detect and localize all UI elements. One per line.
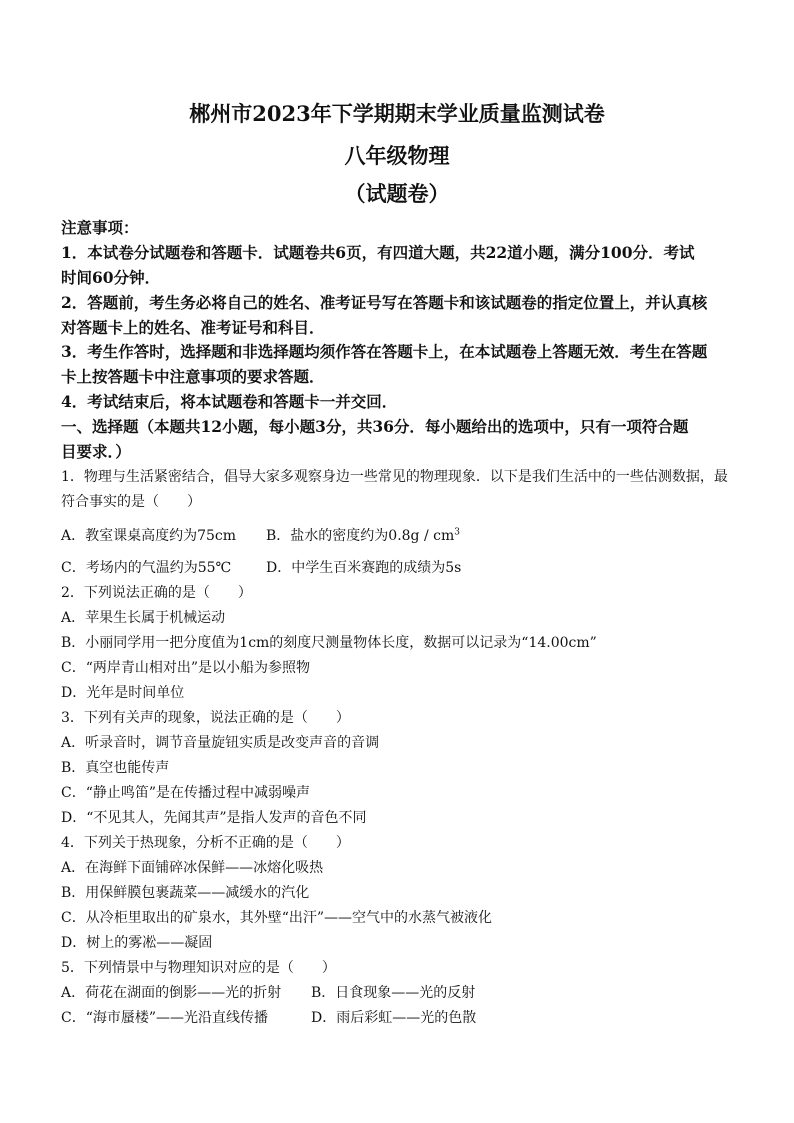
q5-option-c: C．“海市蜃楼”——光沿直线传播: [61, 1010, 269, 1026]
q1-stem-line-2: 符合事实的是（ ）: [61, 494, 201, 510]
q3-stem: 3．下列有关声的现象，说法正确的是（ ）: [61, 710, 350, 726]
q1-option-a: A．教室课桌高度约为75cm: [61, 528, 237, 544]
q1-option-d: D．中学生百米赛跑的成绩为5s: [266, 560, 462, 576]
paper-type: （试题卷）: [344, 181, 450, 206]
notice-item-4: 4．考试结束后，将本试题卷和答题卡一并交回．: [61, 392, 398, 411]
q3-option-c: C．“静止鸣笛”是在传播过程中减弱噪声: [61, 785, 311, 801]
q4-option-b: B．用保鲜膜包裹蔬菜——减缓水的汽化: [61, 885, 310, 901]
notice-item-3-line-1: 3．考生作答时，选择题和非选择题均须作答在答题卡上，在本试题卷上答题无效．考生在答题: [61, 342, 708, 361]
q2-option-a: A．苹果生长属于机械运动: [61, 610, 226, 626]
notice-item-2-line-1: 2．答题前，考生务必将自己的姓名、准考证号写在答题卡和该试题卷的指定位置上，并认真核: [61, 293, 708, 312]
q3-option-d: D．“不见其人，先闻其声”是指人发声的音色不同: [61, 810, 367, 826]
q1-option-b-superscript: 3: [454, 527, 460, 538]
section-1-heading-line-2: 目要求．）: [61, 442, 131, 461]
q2-option-d: D．光年是时间单位: [61, 685, 185, 701]
notice-item-2-line-2: 对答题卡上的姓名、准考证号和科目．: [61, 318, 325, 337]
q1-option-b: [266, 525, 460, 545]
q4-option-a: A．在海鲜下面铺碎冰保鲜——冰熔化吸热: [61, 860, 324, 876]
subject-title: 八年级物理: [344, 143, 450, 168]
q5-stem: 5．下列情景中与物理知识对应的是（ ）: [61, 960, 336, 976]
q5-option-a: A．荷花在湖面的倒影——光的折射: [61, 985, 282, 1001]
exam-title: 郴州市2023年下学期期末学业质量监测试卷: [189, 101, 605, 126]
q3-option-b: B．真空也能传声: [61, 760, 170, 776]
q1-option-b-text: B．盐水的密度约为0.8g / cm: [266, 528, 455, 544]
notice-item-3-line-2: 卡上按答题卡中注意事项的要求答题．: [61, 367, 325, 386]
q4-option-c: C．从冷柜里取出的矿泉水，其外壁“出汗”——空气中的水蒸气被液化: [61, 910, 493, 926]
q5-option-d: D．雨后彩虹——光的色散: [311, 1010, 477, 1026]
q4-option-d: D．树上的雾凇——凝固: [61, 935, 213, 951]
q4-stem: 4．下列关于热现象，分析不正确的是（ ）: [61, 835, 350, 851]
q3-option-a: A．听录音时，调节音量旋钮实质是改变声音的音调: [61, 735, 380, 751]
notice-item-1-line-2: 时间60分钟．: [61, 268, 161, 287]
notice-item-1-line-1: 1．本试卷分试题卷和答题卡．试题卷共6页，有四道大题，共22道小题，满分100分．考试: [61, 243, 695, 262]
q5-option-b: B．日食现象——光的反射: [311, 985, 476, 1001]
q2-option-b: B．小丽同学用一把分度值为1cm的刻度尺测量物体长度，数据可以记录为“14.00cm”: [61, 635, 597, 651]
section-1-heading-line-1: 一、选择题（本题共12小题，每小题3分，共36分．每小题给出的选项中，只有一项符合题: [61, 417, 689, 436]
q1-stem-line-1: 1．物理与生活紧密结合，倡导大家多观察身边一些常见的物理现象．以下是我们生活中的一些估测数据，最: [61, 469, 728, 485]
q2-option-c: C．“两岸青山相对出”是以小船为参照物: [61, 660, 311, 676]
notice-heading: 注意事项：: [61, 218, 139, 237]
q2-stem: 2．下列说法正确的是（ ）: [61, 585, 252, 601]
q1-option-c: C．考场内的气温约为55℃: [61, 560, 232, 576]
